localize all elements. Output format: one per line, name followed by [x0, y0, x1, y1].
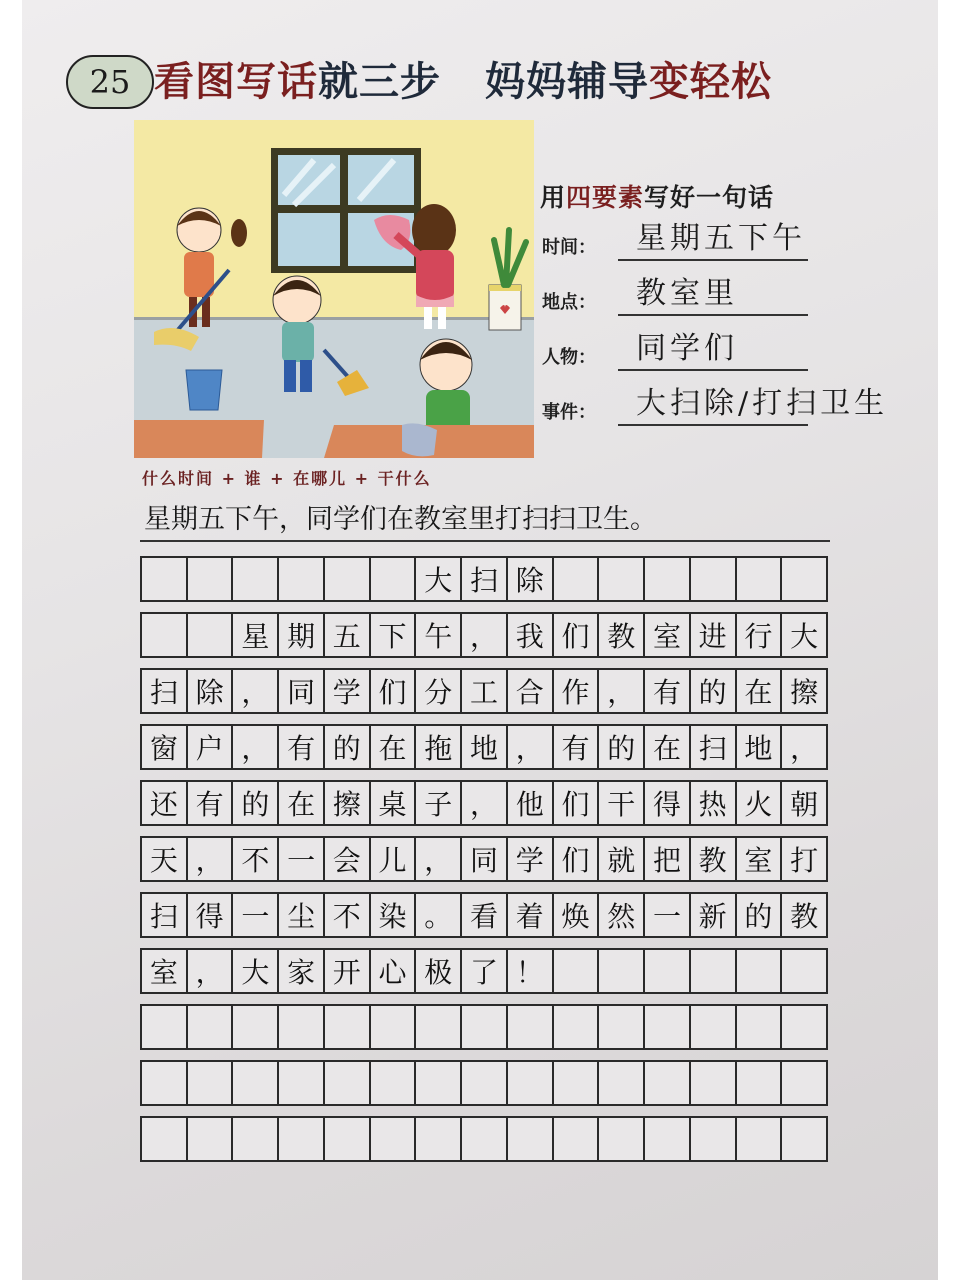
grid-cell [371, 1118, 417, 1160]
grid-cell: ！ [508, 950, 554, 992]
grid-cell [645, 558, 691, 600]
grid-cell: 擦 [325, 782, 371, 824]
grid-cell: 教 [790, 900, 819, 933]
grid-cell [188, 558, 234, 600]
grid-cell [737, 1118, 783, 1160]
grid-cell: 就 [599, 838, 645, 880]
grid-cell [416, 1006, 462, 1048]
grid-cell [599, 1062, 645, 1104]
place-value: 教室里 [636, 276, 738, 311]
grid-cell: 进 [691, 614, 737, 656]
grid-cell: 天 [142, 838, 188, 880]
grid-cell: 干 [599, 782, 645, 824]
grid-cell [691, 1062, 737, 1104]
grid-cell: 们 [371, 670, 417, 712]
event-value: 大扫除/打扫卫生 [636, 386, 889, 421]
grid-cell [371, 1006, 417, 1048]
grid-cell [371, 558, 417, 600]
grid-row [140, 668, 828, 714]
grid-cell [325, 1118, 371, 1160]
grid-cell [645, 950, 691, 992]
grid-cell [645, 1062, 691, 1104]
grid-cell: 学 [325, 670, 371, 712]
grid-cell [233, 1006, 279, 1048]
grid-cell: 打 [790, 844, 819, 877]
grid-cell: 拖 [416, 726, 462, 768]
element-row-time [540, 223, 870, 263]
grid-cell [691, 558, 737, 600]
grid-cell: 大 [790, 620, 819, 653]
grid-cell: 有 [279, 726, 325, 768]
grid-cell: 热 [691, 782, 737, 824]
grid-cell [782, 558, 826, 600]
people-value: 同学们 [636, 331, 738, 366]
grid-cell [691, 1006, 737, 1048]
grid-cell: 新 [691, 894, 737, 936]
grid-row [140, 1116, 828, 1162]
grid-cell: 心 [371, 950, 417, 992]
grid-cell: 开 [325, 950, 371, 992]
grid-cell [508, 1062, 554, 1104]
grid-cell: 除 [508, 558, 554, 600]
grid-cell: 室 [737, 838, 783, 880]
grid-cell [325, 1006, 371, 1048]
lesson-number: 25 [89, 63, 131, 101]
grid-cell [782, 1118, 826, 1160]
grid-cell: 除 [188, 670, 234, 712]
grid-cell: 五 [325, 614, 371, 656]
grid-cell: ， [416, 838, 462, 880]
grid-cell: ， [599, 670, 645, 712]
grid-cell: 有 [188, 782, 234, 824]
grid-cell [508, 1118, 554, 1160]
grid-row [140, 1060, 828, 1106]
grid-cell: 期 [279, 614, 325, 656]
grid-cell: 们 [554, 782, 600, 824]
grid-cell: 同 [462, 838, 508, 880]
grid-cell [737, 1006, 783, 1048]
grid-cell: 午 [416, 614, 462, 656]
grid-cell: 教 [599, 614, 645, 656]
grid-cell: ， [233, 726, 279, 768]
title-part-1: 看图写话 [154, 59, 318, 105]
grid-cell: 儿 [371, 838, 417, 880]
grid-cell: 扫 [142, 894, 188, 936]
grid-cell: 。 [416, 894, 462, 936]
grid-cell: 朝 [790, 788, 819, 821]
grid-cell: 大 [416, 558, 462, 600]
grid-cell: 地 [737, 726, 783, 768]
grid-cell [645, 1118, 691, 1160]
essay-writing-grid [140, 556, 828, 1172]
grid-cell [279, 1006, 325, 1048]
grid-cell: 子 [416, 782, 462, 824]
grid-cell: 地 [462, 726, 508, 768]
grid-cell [325, 1062, 371, 1104]
grid-cell: 一 [645, 894, 691, 936]
grid-cell [371, 1062, 417, 1104]
grid-row [140, 724, 828, 770]
grid-cell: 们 [554, 614, 600, 656]
grid-cell [599, 1118, 645, 1160]
grid-cell [554, 950, 600, 992]
grid-cell: 的 [325, 726, 371, 768]
grid-cell: 合 [508, 670, 554, 712]
grid-cell: 不 [233, 838, 279, 880]
grid-cell [142, 1062, 188, 1104]
grid-cell: 的 [233, 782, 279, 824]
grid-cell: 有 [645, 670, 691, 712]
grid-cell: 的 [737, 894, 783, 936]
grid-row [140, 892, 828, 938]
grid-cell [279, 558, 325, 600]
grid-cell: 着 [508, 894, 554, 936]
grid-cell [279, 1118, 325, 1160]
grid-cell: 会 [325, 838, 371, 880]
grid-cell: 的 [599, 726, 645, 768]
grid-cell: 教 [691, 838, 737, 880]
grid-cell: 在 [371, 726, 417, 768]
grid-cell: ， [188, 838, 234, 880]
grid-cell: ， [462, 782, 508, 824]
element-row-event [540, 386, 889, 428]
grid-cell: 擦 [790, 676, 819, 709]
grid-cell: ， [790, 732, 819, 765]
grid-cell: ， [188, 950, 234, 992]
grid-cell: 还 [142, 782, 188, 824]
grid-cell: 扫 [691, 726, 737, 768]
grid-cell [233, 1062, 279, 1104]
grid-cell: 得 [188, 894, 234, 936]
grid-cell [554, 1118, 600, 1160]
grid-cell: 把 [645, 838, 691, 880]
element-row-place [540, 278, 870, 318]
classroom-cleaning-illustration [134, 120, 534, 458]
grid-cell [599, 1006, 645, 1048]
grid-cell: 在 [737, 670, 783, 712]
grid-cell: 得 [645, 782, 691, 824]
grid-cell [142, 1118, 188, 1160]
place-label: 地点： [542, 292, 596, 313]
grid-cell: 扫 [462, 558, 508, 600]
grid-cell: 在 [645, 726, 691, 768]
handwritten-sentence: 星期五下午，同学们在教室里打扫扫卫生。 [144, 504, 657, 535]
grid-cell: 了 [462, 950, 508, 992]
grid-cell: 尘 [279, 894, 325, 936]
grid-row [140, 780, 828, 826]
grid-cell [142, 558, 188, 600]
grid-cell [325, 558, 371, 600]
event-label: 事件： [542, 402, 596, 423]
grid-row [140, 948, 828, 994]
grid-cell [462, 1118, 508, 1160]
grid-row [140, 612, 828, 658]
grid-cell: 行 [737, 614, 783, 656]
time-label: 时间： [542, 237, 596, 258]
grid-row-title [140, 556, 828, 602]
grid-cell [645, 1006, 691, 1048]
grid-cell [554, 1006, 600, 1048]
grid-cell: 窗 [142, 726, 188, 768]
grid-cell: ， [462, 614, 508, 656]
grid-cell: 星 [233, 614, 279, 656]
grid-cell [188, 1118, 234, 1160]
grid-cell: 分 [416, 670, 462, 712]
grid-cell: 在 [279, 782, 325, 824]
grid-cell [462, 1006, 508, 1048]
grid-cell [554, 558, 600, 600]
title-part-2: 就三步 [318, 59, 441, 105]
grid-cell [737, 1062, 783, 1104]
grid-cell [188, 1006, 234, 1048]
four-elements-panel [540, 178, 889, 423]
four-elements-title: 用四要素写好一句话 [540, 183, 775, 212]
grid-cell: 家 [279, 950, 325, 992]
grid-row [140, 836, 828, 882]
grid-cell [782, 1062, 826, 1104]
grid-cell: 他 [508, 782, 554, 824]
grid-cell: 扫 [142, 670, 188, 712]
page-header [66, 52, 772, 112]
element-row-people [540, 333, 870, 373]
grid-cell [782, 950, 826, 992]
grid-cell: 室 [142, 950, 188, 992]
grid-cell: 火 [737, 782, 783, 824]
grid-cell [782, 1006, 826, 1048]
grid-cell [233, 1118, 279, 1160]
grid-cell [737, 558, 783, 600]
grid-cell: ， [508, 726, 554, 768]
grid-cell [188, 1062, 234, 1104]
grid-cell [142, 1006, 188, 1048]
grid-cell [737, 950, 783, 992]
lesson-number-badge [66, 55, 154, 109]
sentence-line [140, 500, 830, 542]
grid-cell [508, 1006, 554, 1048]
grid-cell: 室 [645, 614, 691, 656]
grid-cell [599, 558, 645, 600]
grid-cell: 染 [371, 894, 417, 936]
grid-cell [691, 1118, 737, 1160]
grid-cell [599, 950, 645, 992]
time-value: 星期五下午 [636, 221, 806, 256]
grid-cell: 同 [279, 670, 325, 712]
grid-cell: 的 [691, 670, 737, 712]
grid-row [140, 1004, 828, 1050]
grid-cell [416, 1118, 462, 1160]
grid-cell [416, 1062, 462, 1104]
people-label: 人物： [542, 347, 596, 368]
grid-cell: 一 [279, 838, 325, 880]
grid-cell: 下 [371, 614, 417, 656]
grid-cell [188, 614, 234, 656]
grid-cell: ， [233, 670, 279, 712]
grid-cell: 大 [233, 950, 279, 992]
sentence-formula: 什么时间 + 谁 + 在哪儿 + 干什么 [142, 469, 432, 488]
grid-cell: 桌 [371, 782, 417, 824]
grid-cell: 作 [554, 670, 600, 712]
grid-cell [279, 1062, 325, 1104]
title-part-3: 妈妈辅导 [485, 59, 649, 105]
grid-cell [233, 558, 279, 600]
grid-cell: 不 [325, 894, 371, 936]
grid-cell [554, 1062, 600, 1104]
grid-cell: 然 [599, 894, 645, 936]
grid-cell: 我 [508, 614, 554, 656]
grid-cell [142, 614, 188, 656]
grid-cell: 看 [462, 894, 508, 936]
grid-cell [691, 950, 737, 992]
grid-cell: 学 [508, 838, 554, 880]
grid-cell: 有 [554, 726, 600, 768]
grid-cell: 一 [233, 894, 279, 936]
grid-cell: 工 [462, 670, 508, 712]
grid-cell: 极 [416, 950, 462, 992]
four-elements-highlight: 四要素 [566, 183, 645, 212]
grid-cell: 焕 [554, 894, 600, 936]
grid-cell: 户 [188, 726, 234, 768]
title-part-4: 变轻松 [649, 59, 772, 105]
grid-cell: 们 [554, 838, 600, 880]
grid-cell [462, 1062, 508, 1104]
